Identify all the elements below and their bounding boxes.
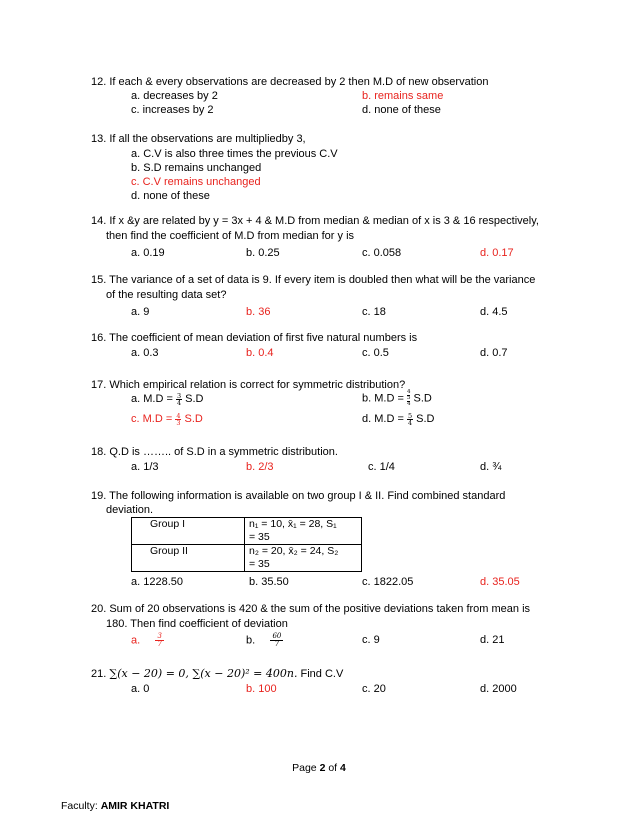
q20-option-b bbox=[246, 633, 283, 648]
q21-prompt: Find C.V bbox=[297, 668, 344, 680]
q20-b-numerator: 60 bbox=[272, 632, 282, 640]
q21-option-c: c. 20 bbox=[362, 683, 386, 695]
question-13: 13. If all the observations are multipliedby 3, bbox=[91, 133, 306, 145]
q12-option-a: a. decreases by 2 bbox=[131, 90, 218, 102]
page-number bbox=[0, 762, 638, 774]
q15-option-b: b. 36 bbox=[246, 306, 271, 318]
q15-option-a: a. 9 bbox=[131, 306, 150, 318]
q17-b-numerator: 4 bbox=[406, 389, 411, 395]
q17-b-suffix: S.D bbox=[413, 392, 432, 405]
page-current: 2 bbox=[319, 762, 326, 774]
q17-b-label: b. M.D = bbox=[362, 392, 404, 405]
q13-option-c: c. C.V remains unchanged bbox=[131, 176, 261, 188]
q20-a-denominator: 7 bbox=[157, 640, 162, 648]
q14-option-d: d. 0.17 bbox=[480, 247, 514, 259]
q17-option-a bbox=[131, 392, 203, 406]
q14-option-c: c. 0.058 bbox=[362, 247, 402, 259]
q14-option-b: b. 0.25 bbox=[246, 247, 280, 259]
q20-b-fraction bbox=[270, 633, 283, 648]
q17-d-suffix: S.D bbox=[416, 413, 435, 425]
q17-c-suffix: S.D bbox=[184, 413, 203, 425]
q21-option-a: a. 0 bbox=[131, 683, 150, 695]
q15-option-c: c. 18 bbox=[362, 306, 386, 318]
question-19-line1: 19. The following information is available on two group I & II. Find combined standard bbox=[91, 490, 506, 502]
group1-values-line1: n₁ = 10, x̄₁ = 28, S₁ bbox=[249, 518, 337, 530]
faculty-credit bbox=[61, 800, 169, 812]
q19-option-d: d. 35.05 bbox=[480, 576, 520, 588]
question-14-line1: 14. If x &y are related by y = 3x + 4 & M.D from median & median of x is 3 & 16 respectively, bbox=[91, 215, 539, 227]
question-16: 16. The coefficient of mean deviation of first five natural numbers is bbox=[91, 332, 418, 344]
q17-option-b bbox=[362, 390, 432, 407]
q20-a-numerator: 3 bbox=[157, 632, 162, 640]
faculty-name: AMIR KHATRI bbox=[100, 800, 170, 812]
question-12: 12. If each & every observations are decreased by 2 then M.D of new observation bbox=[91, 76, 489, 88]
question-14-line2: then find the coefficient of M.D from median for y is bbox=[106, 230, 355, 242]
q17-b-denominator: 4 bbox=[406, 401, 411, 407]
q20-b-label: b. bbox=[246, 634, 256, 647]
q15-option-d: d. 4.5 bbox=[480, 306, 508, 318]
table-row bbox=[132, 545, 362, 572]
q20-option-a bbox=[131, 633, 164, 648]
q20-a-fraction bbox=[155, 633, 163, 648]
group2-values-line1: n₂ = 20, x̄₂ = 24, S₂ bbox=[249, 545, 339, 557]
q19-option-b: b. 35.50 bbox=[249, 576, 289, 588]
q16-option-a: a. 0.3 bbox=[131, 347, 159, 359]
q17-c-denominator: 3 bbox=[176, 418, 181, 427]
q17-option-c bbox=[131, 412, 203, 426]
q21-expression: ∑(x − 20) = 0, ∑(x − 20)² = 400n. bbox=[109, 667, 298, 680]
q17-a-numerator: 3 bbox=[176, 391, 182, 400]
q13-option-b: b. S.D remains unchanged bbox=[131, 162, 262, 174]
question-17: 17. Which empirical relation is correct for symmetric distribution? bbox=[91, 379, 406, 391]
question-19-line2: deviation. bbox=[106, 504, 154, 516]
q17-c-label: c. M.D = bbox=[131, 413, 173, 425]
group1-values-line2: = 35 bbox=[249, 531, 270, 543]
q17-a-suffix: S.D bbox=[185, 393, 204, 405]
q20-b-denominator: 7 bbox=[274, 640, 280, 648]
q18-option-d: d. ¾ bbox=[480, 461, 502, 473]
q13-option-d: d. none of these bbox=[131, 190, 210, 202]
table-cell-values bbox=[245, 518, 362, 545]
q13-option-a: a. C.V is also three times the previous C.V bbox=[131, 148, 338, 160]
page-total: 4 bbox=[340, 762, 346, 774]
q16-option-d: d. 0.7 bbox=[480, 347, 508, 359]
q17-c-fraction bbox=[175, 413, 181, 426]
group-data-table bbox=[131, 517, 362, 572]
q14-option-a: a. 0.19 bbox=[131, 247, 165, 259]
question-18: 18. Q.D is …….. of S.D in a symmetric distribution. bbox=[91, 446, 338, 458]
q17-c-numerator: 4 bbox=[176, 411, 181, 420]
question-20-line2: 180. Then find coefficient of deviation bbox=[106, 618, 288, 630]
q20-option-c: c. 9 bbox=[362, 634, 380, 646]
q17-b-middle: 5 bbox=[406, 395, 411, 401]
q17-d-fraction bbox=[407, 413, 413, 426]
q21-number: 21. bbox=[91, 668, 107, 680]
q21-option-b: b. 100 bbox=[246, 683, 277, 695]
q18-option-c: c. 1/4 bbox=[368, 461, 395, 473]
q18-option-a: a. 1/3 bbox=[131, 461, 159, 473]
q17-d-numerator: 5 bbox=[407, 411, 413, 420]
q17-d-label: d. M.D = bbox=[362, 413, 404, 425]
q12-option-c: c. increases by 2 bbox=[131, 104, 214, 116]
q17-option-d bbox=[362, 412, 434, 426]
question-20-line1: 20. Sum of 20 observations is 420 & the sum of the positive deviations taken from mean is bbox=[91, 603, 531, 615]
table-row bbox=[132, 518, 362, 545]
page-label: Page bbox=[292, 762, 320, 774]
q20-a-label: a. bbox=[131, 634, 141, 647]
q16-option-c: c. 0.5 bbox=[362, 347, 389, 359]
q20-option-d: d. 21 bbox=[480, 634, 505, 646]
q17-a-label: a. M.D = bbox=[131, 393, 173, 405]
question-15-line1: 15. The variance of a set of data is 9. If every item is doubled then what will be the variance bbox=[91, 274, 536, 286]
q19-option-a: a. 1228.50 bbox=[131, 576, 183, 588]
q16-option-b: b. 0.4 bbox=[246, 347, 274, 359]
q18-option-b: b. 2/3 bbox=[246, 461, 274, 473]
question-21 bbox=[91, 666, 591, 682]
q17-a-denominator: 4 bbox=[176, 398, 182, 407]
table-cell-values bbox=[245, 545, 362, 572]
q17-a-fraction bbox=[176, 393, 182, 406]
q12-option-b: b. remains same bbox=[362, 90, 444, 102]
q21-option-d: d. 2000 bbox=[480, 683, 517, 695]
q19-option-c: c. 1822.05 bbox=[362, 576, 414, 588]
question-15-line2: of the resulting data set? bbox=[106, 289, 227, 301]
page-of: of bbox=[325, 762, 341, 774]
table-cell-group: Group II bbox=[132, 545, 245, 572]
q17-d-denominator: 4 bbox=[407, 418, 413, 427]
group2-values-line2: = 35 bbox=[249, 558, 270, 570]
table-cell-group: Group I bbox=[132, 518, 245, 545]
faculty-label: Faculty: bbox=[61, 800, 101, 812]
q12-option-d: d. none of these bbox=[362, 104, 441, 116]
q17-b-fraction bbox=[407, 390, 411, 407]
